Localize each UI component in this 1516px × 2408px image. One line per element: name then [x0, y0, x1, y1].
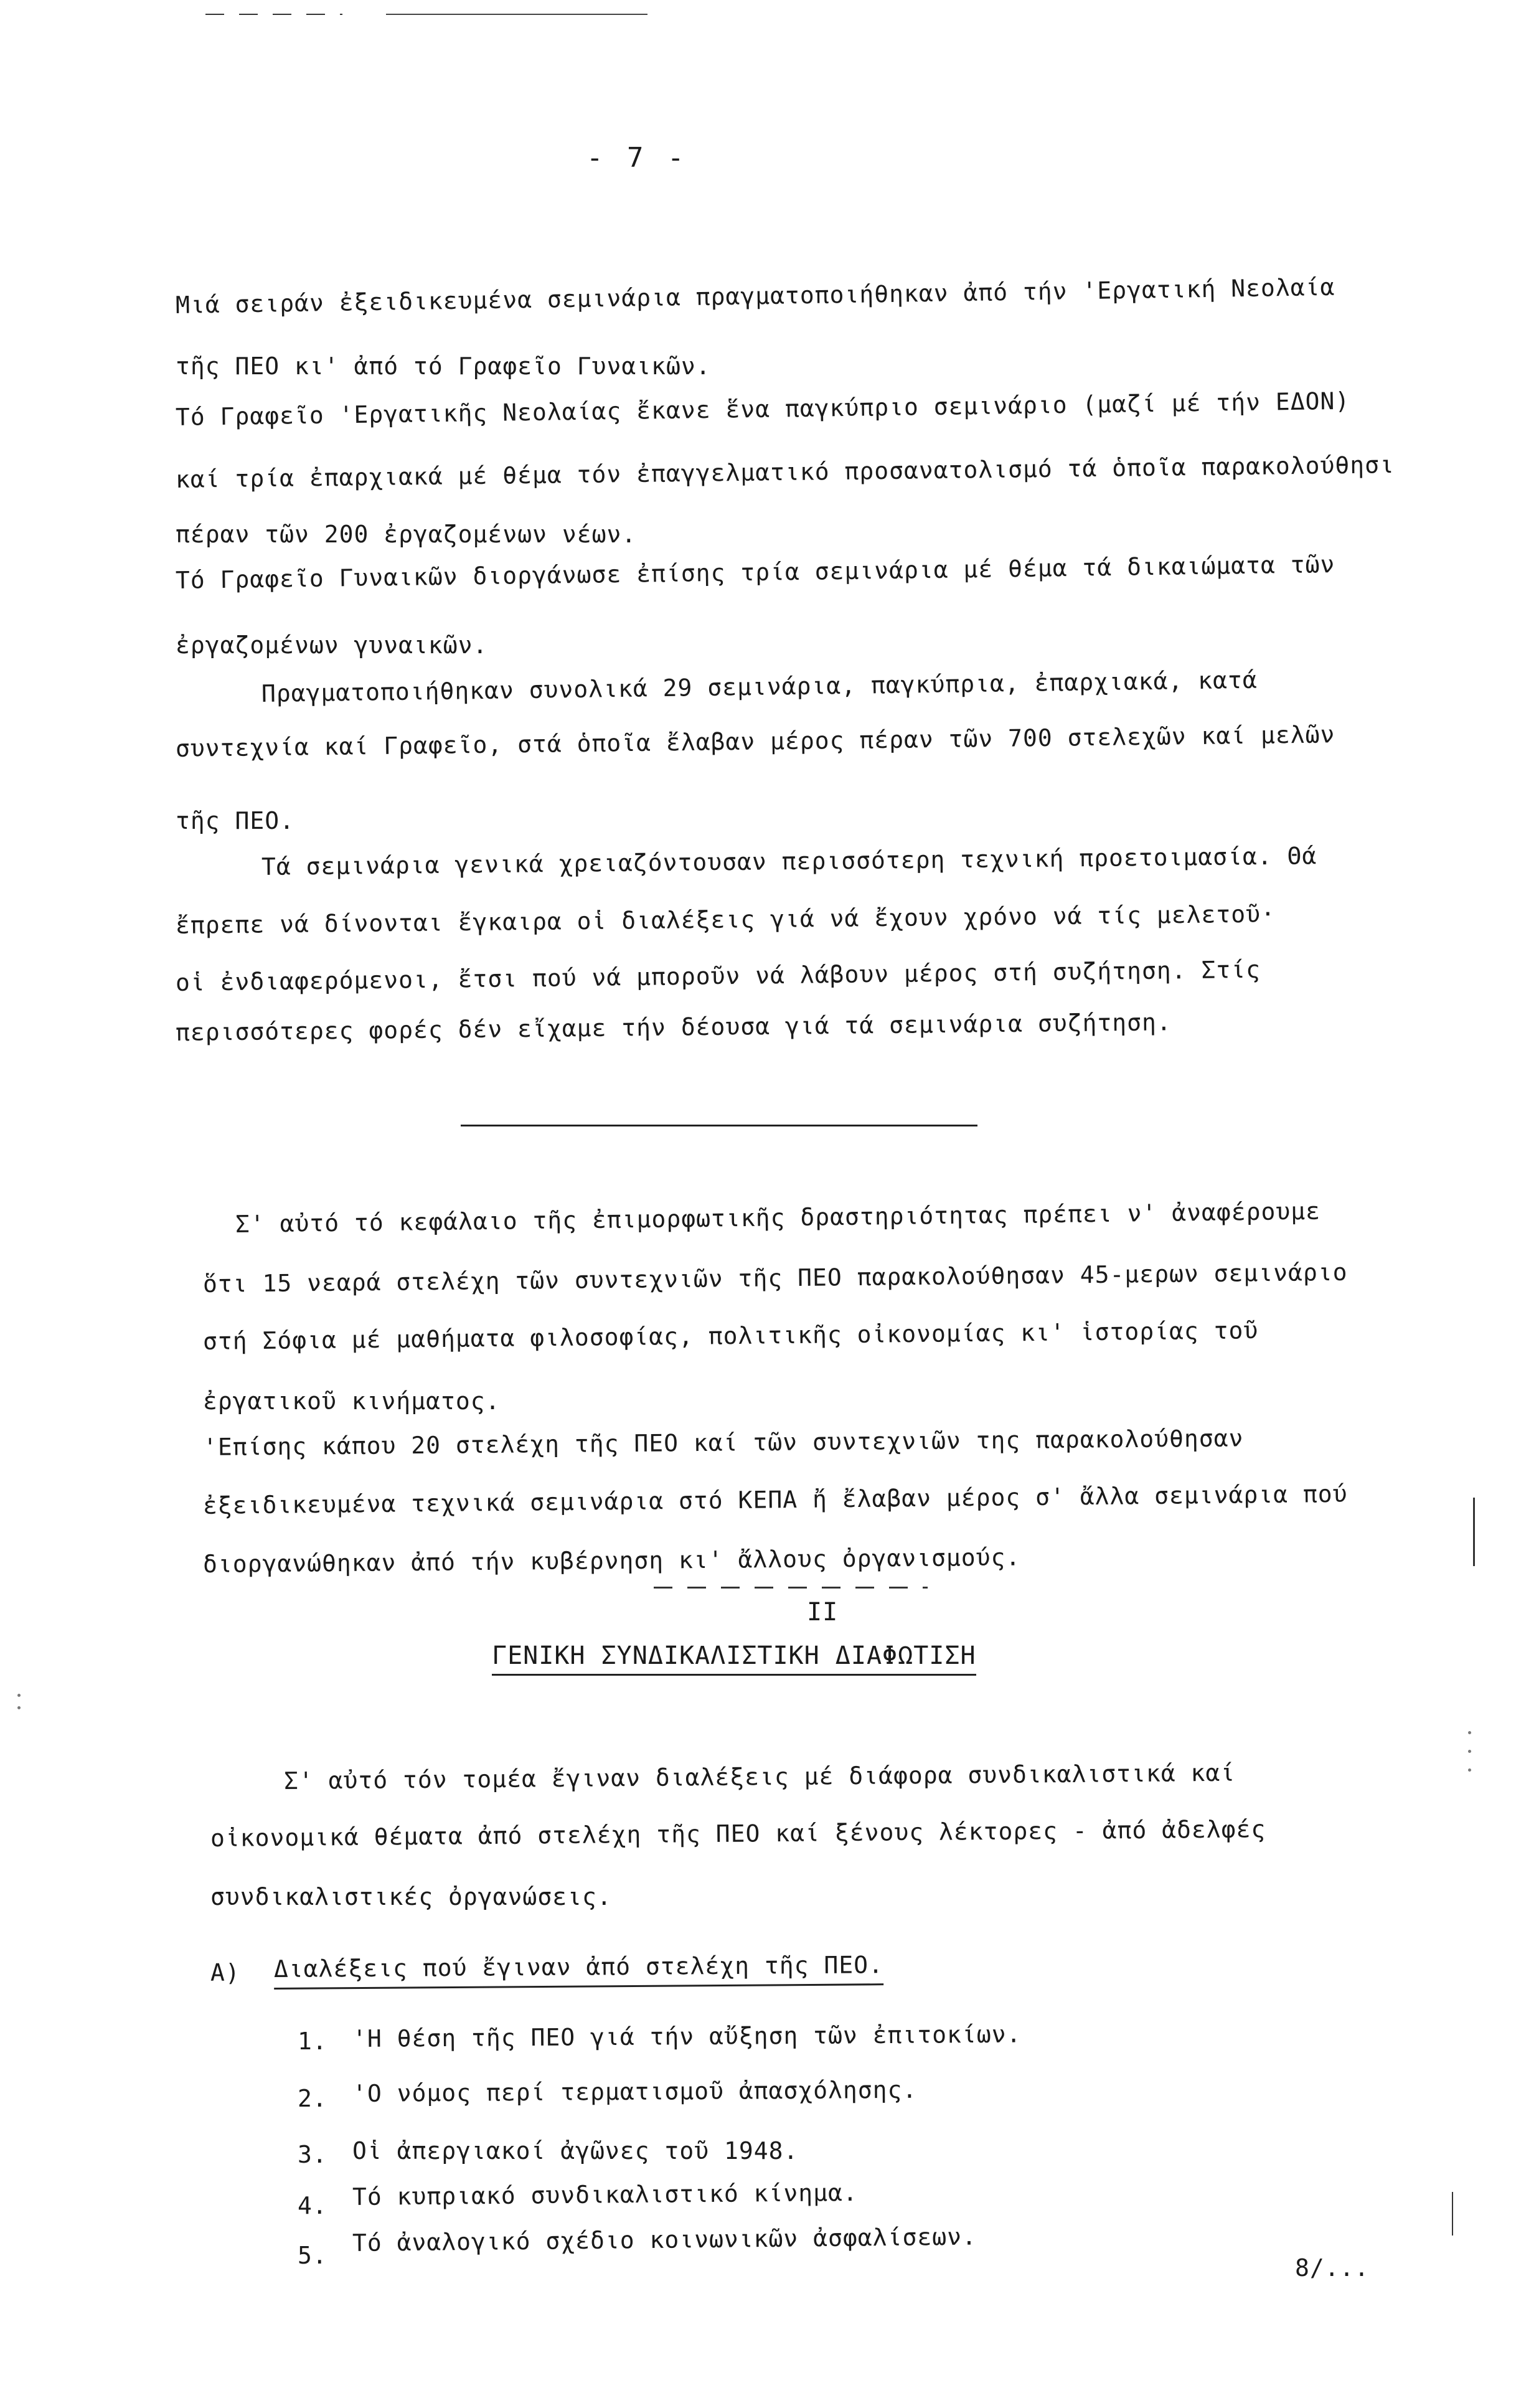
- paragraph-line: τῆς ΠΕΟ κι' ἀπό τό Γραφεῖο Γυναικῶν.: [176, 352, 711, 380]
- paragraph-line: συντεχνία καί Γραφεῖο, στά ὁποῖα ἔλαβαν μέρος πέραν τῶν 700 στελεχῶν καί μελῶν: [175, 720, 1335, 762]
- list-item: 'Ο νόμος περί τερματισμοῦ ἀπασχόλησης.: [352, 2075, 918, 2107]
- scan-speck: [17, 1694, 21, 1697]
- section-divider: [461, 1125, 977, 1126]
- list-item-number: 4.: [298, 2192, 327, 2219]
- dashed-separator: [654, 1587, 928, 1589]
- list-item: Τό κυπριακό συνδικαλιστικό κίνημα.: [352, 2178, 859, 2211]
- paragraph-line: τῆς ΠΕΟ.: [176, 807, 295, 834]
- list-item-number: 2.: [298, 2085, 327, 2112]
- paragraph-line: ἔπρεπε νά δίνονται ἔγκαιρα οἱ διαλέξεις γιά νά ἔχουν χρόνο νά τίς μελετοῦ·: [175, 900, 1276, 939]
- paragraph-line: ἐργατικοῦ κινήματος.: [203, 1387, 501, 1415]
- paragraph-line: ἐξειδικευμένα τεχνικά σεμινάρια στό ΚΕΠΑ ἤ ἔλαβαν μέρος σ' ἄλλα σεμινάρια πού: [202, 1480, 1348, 1519]
- subsection-title: Διαλέξεις πού ἔγιναν ἀπό στελέχη τῆς ΠΕΟ.: [274, 1951, 883, 1989]
- paragraph-line: Τά σεμινάρια γενικά χρειαζόντουσαν περισσότερη τεχνική προετοιμασία. Θά: [261, 842, 1317, 881]
- paragraph-line: πέραν τῶν 200 ἐργαζομένων νέων.: [176, 521, 637, 548]
- paragraph-line: συνδικαλιστικές ὀργανώσεις.: [210, 1883, 612, 1910]
- paragraph-line: Πραγματοποιήθηκαν συνολικά 29 σεμινάρια, παγκύπρια, ἐπαρχιακά, κατά: [261, 666, 1258, 707]
- margin-scan-line: [1452, 2192, 1453, 2236]
- scan-speck: [1468, 1731, 1471, 1734]
- paragraph-line: οἱ ἐνδιαφερόμενοι, ἔτσι πού νά μποροῦν νά λάβουν μέρος στή συζήτηση. Στίς: [175, 955, 1261, 996]
- paragraph-line: Μιά σειράν ἐξειδικευμένα σεμινάρια πραγματοποιήθηκαν ἀπό τήν 'Εργατική Νεολαία: [175, 273, 1335, 319]
- paragraph-line: Σ' αὐτό τό κεφάλαιο τῆς ἐπιμορφωτικῆς δραστηριότητας πρέπει ν' ἀναφέρουμε: [235, 1197, 1321, 1238]
- scan-speck: [17, 1706, 21, 1709]
- continuation-marker: 8/...: [1295, 2254, 1370, 2282]
- paragraph-line: διοργανώθηκαν ἀπό τήν κυβέρνηση κι' ἄλλους ὀργανισμούς.: [202, 1543, 1021, 1578]
- list-item-number: 5.: [298, 2242, 327, 2269]
- list-item: Τό ἀναλογικό σχέδιο κοινωνικῶν ἀσφαλίσεων.: [352, 2222, 977, 2257]
- paragraph-line: Τό Γραφεῖο Γυναικῶν διοργάνωσε ἐπίσης τρία σεμινάρια μέ θέμα τά δικαιώματα τῶν: [175, 550, 1335, 594]
- margin-scan-line: [1473, 1498, 1475, 1566]
- top-scan-line: [386, 14, 647, 15]
- list-item: Οἱ ἀπεργιακοί ἀγῶνες τοῦ 1948.: [352, 2137, 799, 2165]
- chapter-title: ΓΕΝΙΚΗ ΣΥΝΔΙΚΑΛΙΣΤΙΚΗ ΔΙΑΦΩΤΙΣΗ: [492, 1641, 976, 1676]
- list-item: 'Η θέση τῆς ΠΕΟ γιά τήν αὔξηση τῶν ἐπιτοκίων.: [352, 2020, 1022, 2052]
- paragraph-line: περισσότερες φορές δέν εἴχαμε τήν δέουσα γιά τά σεμινάρια συζήτηση.: [175, 1008, 1172, 1046]
- paragraph-line: ὅτι 15 νεαρά στελέχη τῶν συντεχνιῶν τῆς ΠΕΟ παρακολούθησαν 45-μερων σεμινάριο: [202, 1258, 1348, 1298]
- paragraph-line: ἐργαζομένων γυναικῶν.: [176, 631, 488, 659]
- paragraph-line: 'Επίσης κάπου 20 στελέχη τῆς ΠΕΟ καί τῶν συντεχνιῶν της παρακολούθησαν: [202, 1424, 1244, 1461]
- scan-speck: [1468, 1768, 1471, 1772]
- paragraph-line: οἰκονομικά θέματα ἀπό στελέχη τῆς ΠΕΟ καί ξένους λέκτορες - ἀπό ἀδελφές: [210, 1815, 1266, 1852]
- subsection-label: Α): [210, 1959, 240, 1986]
- scan-speck: [1468, 1750, 1471, 1753]
- paragraph-line: Σ' αὐτό τόν τομέα ἔγιναν διαλέξεις μέ διάφορα συνδικαλιστικά καί: [283, 1759, 1236, 1795]
- paragraph-line: στή Σόφια μέ μαθήματα φιλοσοφίας, πολιτικῆς οἰκονομίας κι' ἱστορίας τοῦ: [202, 1316, 1259, 1355]
- chapter-numeral: II: [807, 1598, 839, 1627]
- list-item-number: 1.: [298, 2028, 327, 2055]
- paragraph-line: καί τρία ἐπαρχιακά μέ θέμα τόν ἐπαγγελματικό προσανατολισμό τά ὁποῖα παρακολούθησι: [175, 451, 1395, 493]
- list-item-number: 3.: [298, 2141, 327, 2168]
- page-number: - 7 -: [586, 142, 688, 174]
- paragraph-line: Τό Γραφεῖο 'Εργατικῆς Νεολαίας ἔκανε ἕνα παγκύπριο σεμινάριο (μαζί μέ τήν ΕΔΟΝ): [175, 387, 1350, 431]
- top-scan-dashes: [205, 14, 342, 15]
